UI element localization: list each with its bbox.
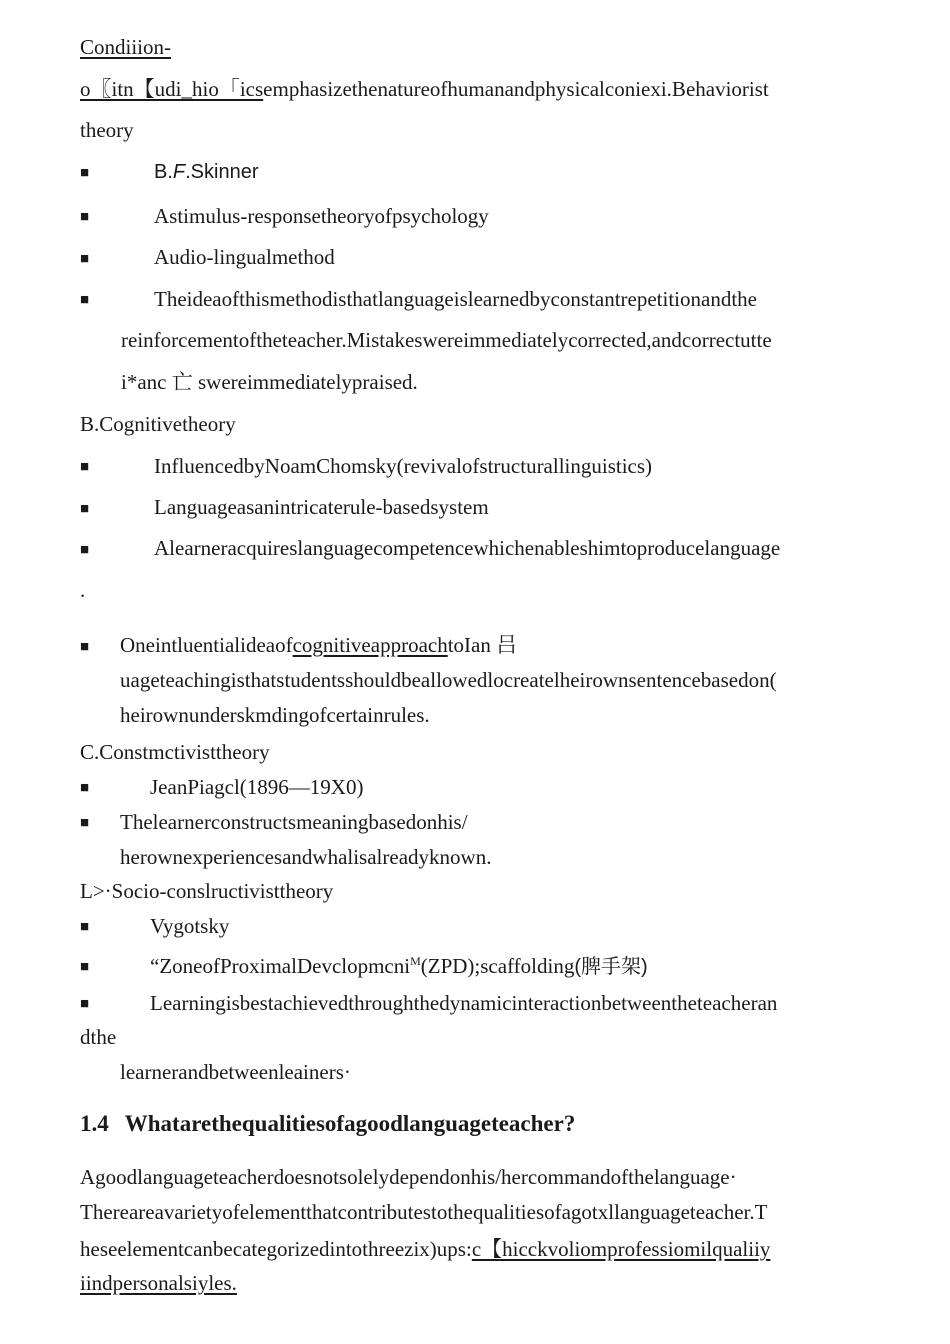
zpd-post: (ZPD);scaffolding: [420, 954, 575, 978]
influential-post: toIan 吕: [447, 633, 518, 657]
section-heading: [80, 1110, 575, 1138]
bullet-icon: ■: [80, 209, 90, 225]
conditioning-underlined: o〖itn【udi_hio「ics: [80, 77, 264, 101]
bullet-icon: ■: [80, 165, 90, 181]
chomsky-item: InfluencedbyNoamChomsky(revivalofstructurallinguistics): [154, 454, 653, 478]
socio-heading: L>·Socio-conslructivisttheory: [80, 879, 334, 903]
learner-competence-line-2: .: [80, 578, 86, 602]
bullet-icon: ■: [80, 639, 90, 655]
zpd-pre: “ZoneofProximalDevclopmcni: [150, 954, 411, 978]
influential-line-1: [120, 633, 517, 658]
bullet-icon: ■: [80, 780, 90, 796]
idea-line-2: reinforcementoftheteacher.Mistakeswereimmediatelycorrected,andcorrectutte: [121, 328, 772, 352]
conditioning-text-line-2: [80, 77, 769, 102]
influential-line-2: uageteachingisthatstudentsshouldbeallowedlocreatelheirownsentencebasedon(: [120, 668, 777, 692]
bullet-icon: ■: [80, 542, 90, 558]
vygotsky-item: Vygotsky: [150, 914, 230, 938]
section-paragraph-line-4: iindpersonalsiyles.: [80, 1271, 237, 1295]
bullet-icon: ■: [80, 996, 90, 1012]
influential-line-3: heirownunderskmdingofcertainrules.: [120, 703, 430, 727]
learning-line-1: Learningisbestachievedthroughthedynamicinteractionbetweentheteacheran: [150, 991, 778, 1015]
idea-line-3: i*anc 亡 swereimmediatelypraised.: [121, 370, 418, 394]
section-title: Whatarethequalitiesofagoodlanguageteacher?: [124, 1111, 576, 1136]
bullet-icon: ■: [80, 815, 90, 831]
bullet-icon: ■: [80, 292, 90, 308]
section-number: 1.4: [80, 1111, 109, 1136]
skinner-text: B.F.Skinner: [154, 161, 259, 183]
rule-based-item: Languageasanintricaterule-basedsystem: [154, 495, 489, 519]
bullet-icon: ■: [80, 251, 90, 267]
learning-line-2: dthe: [80, 1025, 117, 1049]
stimulus-item: Astimulus-responsetheoryofpsychology: [154, 204, 489, 228]
conditioning-text-line-3: theory: [80, 118, 134, 142]
learner-competence-line-1: Alearneracquireslanguagecompetencewhichenableshimtoproducelanguage: [154, 536, 781, 560]
section-paragraph-underlined: c【hicckvoliomprofessiomilqualiiy: [471, 1237, 771, 1261]
section-paragraph-line-1: Agoodlanguageteacherdoesnotsolelydependonhis/hercommandofthelanguage·: [80, 1165, 737, 1189]
zpd-item: [150, 954, 648, 979]
idea-line-1: Theideaofthismethodisthatlanguageislearnedbyconstantrepetitionandthe: [154, 287, 757, 311]
skinner-item: [154, 160, 259, 184]
bullet-icon: ■: [80, 919, 90, 935]
section-paragraph-line-2: Thereareavarietyofelementthatcontributestothequalitiesofagotxllanguageteacher.T: [80, 1200, 768, 1224]
section-paragraph-line-3: [80, 1237, 770, 1262]
constructivist-heading: C.Constmctivisttheory: [80, 740, 270, 764]
cognitive-heading: B.Cognitivetheory: [80, 412, 236, 436]
learning-line-3: learnerandbetweenleainers·: [120, 1060, 351, 1084]
zpd-superscript: M: [410, 954, 421, 968]
section-paragraph-pre: heseelementcanbecategorizedintothreezix)ups:: [80, 1237, 472, 1261]
conditioning-text-line-1: Condiiion-: [80, 35, 172, 59]
bullet-icon: ■: [80, 959, 90, 975]
conditioning-rest: emphasizethenatureofhumanandphysicalconiexi.Behaviorist: [263, 77, 769, 101]
bullet-icon: ■: [80, 459, 90, 475]
constructs-line-1: Thelearnerconstructsmeaningbasedonhis/: [120, 810, 468, 834]
influential-pre: Oneintluentialideaof: [120, 633, 293, 657]
skinner-initial: F: [172, 161, 186, 183]
piaget-item: JeanPiagcl(1896—19X0): [150, 775, 364, 799]
constructs-line-2: herownexperiencesandwhalisalreadyknown.: [120, 845, 492, 869]
zpd-chinese: (脾手架): [574, 956, 648, 978]
bullet-icon: ■: [80, 501, 90, 517]
audio-lingual-item: Audio-lingualmethod: [154, 245, 335, 269]
cognitive-approach-link: cognitiveapproach: [292, 633, 448, 657]
